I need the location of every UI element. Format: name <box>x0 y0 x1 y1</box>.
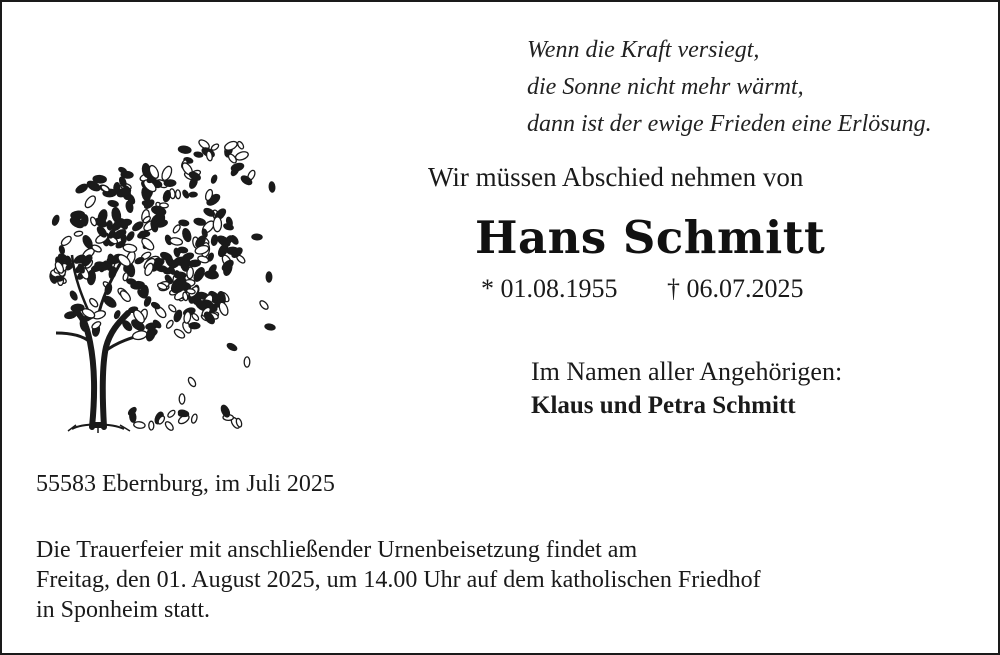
leaf <box>132 330 148 341</box>
leaf <box>252 234 262 240</box>
leaf <box>189 260 201 267</box>
leaf <box>203 207 216 218</box>
leaf <box>269 182 275 193</box>
leaf <box>165 319 174 329</box>
leaf <box>137 231 148 239</box>
leaf <box>83 194 97 209</box>
leaf <box>162 190 171 203</box>
tree-with-falling-leaves-icon <box>32 137 287 437</box>
leaf <box>134 256 145 264</box>
leaf <box>189 192 197 197</box>
relatives-names: Klaus und Petra Schmitt <box>531 392 796 419</box>
leaf <box>258 299 269 310</box>
leaf <box>51 215 60 227</box>
leaf <box>149 421 154 430</box>
poem-line: die Sonne nicht mehr wärmt, <box>527 74 804 100</box>
leaf <box>187 376 197 388</box>
leaf <box>119 289 133 303</box>
leaf <box>102 294 118 309</box>
poem-line: dann ist der ewige Frieden eine Erlösung. <box>527 111 932 137</box>
funeral-line: in Sponheim statt. <box>36 597 210 623</box>
leaf <box>75 183 89 195</box>
leaf <box>191 413 198 423</box>
leaf <box>172 224 182 234</box>
leaf <box>169 237 183 246</box>
leaves <box>49 138 276 431</box>
leaf <box>167 409 177 418</box>
leaf <box>210 143 219 151</box>
death-date: † 06.07.2025 <box>667 274 804 303</box>
leaf <box>164 180 176 187</box>
leaf <box>121 171 133 178</box>
leaf <box>189 323 200 329</box>
leaf <box>175 190 180 199</box>
leaf <box>160 203 169 209</box>
farewell-intro: Wir müssen Abschied nehmen von <box>428 162 804 192</box>
leaf <box>178 145 191 154</box>
leaf <box>91 320 102 330</box>
leaf <box>264 323 275 330</box>
leaf <box>194 151 203 157</box>
leaf <box>164 420 175 431</box>
leaf <box>236 141 244 150</box>
leaf <box>211 235 219 246</box>
leaf <box>181 228 192 243</box>
leaf <box>213 217 221 232</box>
leaf <box>131 220 144 232</box>
leaf <box>107 221 113 230</box>
poem-line: Wenn die Kraft versiegt, <box>527 37 760 63</box>
leaf <box>108 200 119 208</box>
place-and-date: 55583 Ebernburg, im Juli 2025 <box>36 471 335 497</box>
leaf <box>182 189 190 198</box>
leaf <box>126 231 136 242</box>
funeral-line: Freitag, den 01. August 2025, um 14.00 Uhr auf dem katholischen Friedhof <box>36 567 761 593</box>
leaf <box>151 301 161 310</box>
relatives-heading: Im Namen aller Angehörigen: <box>531 357 843 386</box>
leaf <box>179 394 185 404</box>
leaf <box>220 404 231 418</box>
leaf <box>157 211 165 224</box>
poem <box>527 32 932 143</box>
leaf <box>210 174 217 184</box>
deceased-name: Hans Schmitt <box>475 211 826 264</box>
leaf <box>168 304 178 313</box>
leaf <box>129 411 136 422</box>
leaf <box>244 357 250 367</box>
leaf <box>223 140 238 152</box>
leaf <box>64 311 77 320</box>
leaf <box>74 231 83 237</box>
leaf <box>89 216 97 226</box>
leaf <box>226 342 238 352</box>
leaf <box>93 175 107 183</box>
leaf <box>100 184 110 193</box>
leaf <box>178 411 188 417</box>
leaf <box>69 290 78 301</box>
leaf <box>123 243 138 253</box>
funeral-details <box>36 535 761 625</box>
leaf <box>266 272 272 282</box>
leaf <box>59 245 66 254</box>
leaf <box>60 235 73 247</box>
leaf <box>81 215 88 226</box>
funeral-line: Die Trauerfeier mit anschließender Urnenbeisetzung findet am <box>36 537 638 563</box>
leaf <box>54 276 63 281</box>
birth-date: * 01.08.1955 <box>481 274 618 303</box>
leaf <box>160 165 174 182</box>
leaf <box>133 421 145 429</box>
leaf <box>88 297 99 308</box>
leaf <box>218 301 230 316</box>
leaf <box>131 281 145 290</box>
